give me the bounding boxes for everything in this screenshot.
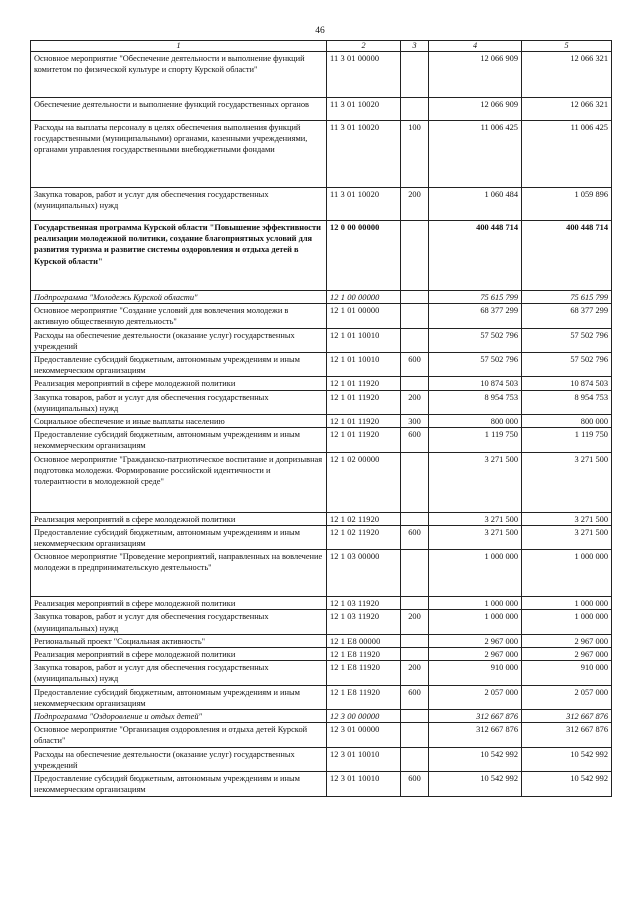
table-row — [31, 710, 612, 723]
row-amount-cell: 68 377 299 — [429, 304, 522, 328]
row-amount-cell: 2 967 000 — [429, 634, 522, 647]
row-amount-cell: 1 000 000 — [429, 610, 522, 634]
row-amount-cell: 1 000 000 — [522, 610, 612, 634]
table-row — [31, 415, 612, 428]
row-amount-cell: 800 000 — [429, 415, 522, 428]
row-name-cell: Закупка товаров, работ и услуг для обеспечения государственных (муниципальных) нужд — [31, 188, 327, 221]
row-name-cell: Региональный проект "Социальная активность" — [31, 634, 327, 647]
row-expense-type-cell — [401, 304, 429, 328]
row-name-cell: Закупка товаров, работ и услуг для обеспечения государственных (муниципальных) нужд — [31, 661, 327, 685]
row-name-cell: Расходы на обеспечение деятельности (оказание услуг) государственных учреждений — [31, 747, 327, 771]
row-amount-cell: 2 057 000 — [522, 685, 612, 709]
row-amount-cell: 1 119 750 — [429, 428, 522, 452]
row-code-cell: 12 1 E8 11920 — [327, 648, 401, 661]
table-row — [31, 390, 612, 414]
row-amount-cell: 3 271 500 — [429, 512, 522, 525]
row-name-cell: Основное мероприятие "Создание условий для вовлечения молодежи в активную общественную деятельность" — [31, 304, 327, 328]
row-amount-cell: 1 000 000 — [522, 550, 612, 597]
row-expense-type-cell — [401, 648, 429, 661]
row-expense-type-cell: 300 — [401, 415, 429, 428]
row-expense-type-cell: 600 — [401, 772, 429, 796]
row-name-cell: Предоставление субсидий бюджетным, автономным учреждениям и иным некоммерческим организациям — [31, 772, 327, 796]
row-name-cell: Подпрограмма "Оздоровление и отдых детей" — [31, 710, 327, 723]
row-amount-cell: 3 271 500 — [522, 452, 612, 512]
row-amount-cell: 3 271 500 — [522, 512, 612, 525]
row-expense-type-cell — [401, 723, 429, 747]
row-amount-cell: 8 954 753 — [429, 390, 522, 414]
table-row — [31, 634, 612, 647]
row-amount-cell: 1 060 484 — [429, 188, 522, 221]
row-expense-type-cell — [401, 710, 429, 723]
row-code-cell: 12 1 03 11920 — [327, 610, 401, 634]
row-code-cell: 12 1 02 11920 — [327, 512, 401, 525]
row-name-cell: Государственная программа Курской области "Повышение эффективности реализации молодежной политики, создание благоприятных условий для развития туризма и развитие системы оздоровления и отдыха детей в Курской области" — [31, 221, 327, 291]
row-code-cell: 12 1 E8 11920 — [327, 685, 401, 709]
row-code-cell: 11 3 01 10020 — [327, 188, 401, 221]
table-row — [31, 610, 612, 634]
table-row — [31, 723, 612, 747]
row-name-cell: Предоставление субсидий бюджетным, автономным учреждениям и иным некоммерческим организациям — [31, 685, 327, 709]
row-amount-cell: 312 667 876 — [522, 710, 612, 723]
row-code-cell: 12 3 01 10010 — [327, 772, 401, 796]
row-code-cell: 12 1 01 00000 — [327, 304, 401, 328]
column-header-1: 1 — [31, 41, 327, 52]
row-expense-type-cell: 200 — [401, 390, 429, 414]
table-row — [31, 747, 612, 771]
row-amount-cell: 400 448 714 — [429, 221, 522, 291]
row-code-cell: 12 1 01 11920 — [327, 428, 401, 452]
budget-table — [30, 40, 612, 797]
row-amount-cell: 10 542 992 — [522, 772, 612, 796]
table-row — [31, 512, 612, 525]
row-expense-type-cell — [401, 377, 429, 390]
row-expense-type-cell — [401, 550, 429, 597]
row-name-cell: Основное мероприятие "Организация оздоровления и отдыха детей Курской области" — [31, 723, 327, 747]
row-expense-type-cell — [401, 597, 429, 610]
row-amount-cell: 2 967 000 — [429, 648, 522, 661]
row-code-cell: 12 1 01 11920 — [327, 390, 401, 414]
row-name-cell: Предоставление субсидий бюджетным, автономным учреждениям и иным некоммерческим организациям — [31, 525, 327, 549]
row-amount-cell: 75 615 799 — [429, 291, 522, 304]
row-amount-cell: 2 057 000 — [429, 685, 522, 709]
table-row — [31, 328, 612, 352]
row-amount-cell: 75 615 799 — [522, 291, 612, 304]
row-amount-cell: 12 066 321 — [522, 52, 612, 98]
row-expense-type-cell: 200 — [401, 661, 429, 685]
row-name-cell: Закупка товаров, работ и услуг для обеспечения государственных (муниципальных) нужд — [31, 390, 327, 414]
row-amount-cell: 10 542 992 — [522, 747, 612, 771]
row-amount-cell: 10 542 992 — [429, 747, 522, 771]
row-amount-cell: 312 667 876 — [429, 723, 522, 747]
table-row — [31, 648, 612, 661]
row-amount-cell: 57 502 796 — [522, 328, 612, 352]
row-code-cell: 12 1 02 11920 — [327, 525, 401, 549]
row-amount-cell: 1 000 000 — [429, 597, 522, 610]
page-number: 46 — [315, 26, 325, 36]
row-amount-cell: 312 667 876 — [522, 723, 612, 747]
row-code-cell: 11 3 01 10020 — [327, 121, 401, 188]
row-name-cell: Основное мероприятие "Обеспечение деятельности и выполнение функций комитетом по физической культуре и спорту Курской области" — [31, 52, 327, 98]
row-expense-type-cell: 600 — [401, 525, 429, 549]
column-header-3: 3 — [401, 41, 429, 52]
row-code-cell: 12 1 02 00000 — [327, 452, 401, 512]
row-code-cell: 12 1 01 10010 — [327, 353, 401, 377]
row-amount-cell: 57 502 796 — [429, 328, 522, 352]
row-expense-type-cell — [401, 452, 429, 512]
table-row — [31, 452, 612, 512]
table-row — [31, 377, 612, 390]
table-row — [31, 685, 612, 709]
row-expense-type-cell — [401, 98, 429, 121]
row-code-cell: 12 1 01 10010 — [327, 328, 401, 352]
row-expense-type-cell — [401, 747, 429, 771]
row-name-cell: Основное мероприятие "Проведение мероприятий, направленных на вовлечение молодежи в предпринимательскую деятельность" — [31, 550, 327, 597]
row-name-cell: Обеспечение деятельности и выполнение функций государственных органов — [31, 98, 327, 121]
row-amount-cell: 12 066 321 — [522, 98, 612, 121]
table-row — [31, 98, 612, 121]
row-expense-type-cell: 200 — [401, 188, 429, 221]
row-name-cell: Реализация мероприятий в сфере молодежной политики — [31, 512, 327, 525]
table-row — [31, 525, 612, 549]
column-number-row — [31, 41, 612, 52]
row-amount-cell: 2 967 000 — [522, 648, 612, 661]
row-name-cell: Реализация мероприятий в сфере молодежной политики — [31, 648, 327, 661]
table-row — [31, 121, 612, 188]
row-expense-type-cell — [401, 634, 429, 647]
row-amount-cell: 8 954 753 — [522, 390, 612, 414]
table-row — [31, 291, 612, 304]
table-row — [31, 772, 612, 796]
row-name-cell: Расходы на выплаты персоналу в целях обеспечения выполнения функций государственными (муниципальными) органами, казенными учреждениями, органами управления государственными внебюджетными фондами — [31, 121, 327, 188]
row-code-cell: 12 1 E8 11920 — [327, 661, 401, 685]
row-code-cell: 12 1 01 11920 — [327, 415, 401, 428]
column-header-4: 4 — [429, 41, 522, 52]
row-name-cell: Предоставление субсидий бюджетным, автономным учреждениям и иным некоммерческим организациям — [31, 428, 327, 452]
row-amount-cell: 10 874 503 — [429, 377, 522, 390]
row-code-cell: 12 1 E8 00000 — [327, 634, 401, 647]
row-amount-cell: 2 967 000 — [522, 634, 612, 647]
row-amount-cell: 68 377 299 — [522, 304, 612, 328]
row-expense-type-cell: 200 — [401, 610, 429, 634]
row-name-cell: Социальное обеспечение и иные выплаты населению — [31, 415, 327, 428]
row-amount-cell: 1 059 896 — [522, 188, 612, 221]
row-expense-type-cell: 600 — [401, 685, 429, 709]
table-row — [31, 353, 612, 377]
table-row — [31, 550, 612, 597]
row-amount-cell: 12 066 909 — [429, 52, 522, 98]
row-name-cell: Основное мероприятие "Гражданско-патриотическое воспитание и допризывная подготовка молодежи. Формирование российской идентичности и толерантности в молодежной среде" — [31, 452, 327, 512]
row-name-cell: Закупка товаров, работ и услуг для обеспечения государственных (муниципальных) нужд — [31, 610, 327, 634]
row-code-cell: 12 1 03 11920 — [327, 597, 401, 610]
table-row — [31, 304, 612, 328]
row-amount-cell: 12 066 909 — [429, 98, 522, 121]
table-row — [31, 661, 612, 685]
row-name-cell: Реализация мероприятий в сфере молодежной политики — [31, 597, 327, 610]
row-amount-cell: 57 502 796 — [522, 353, 612, 377]
row-amount-cell: 10 542 992 — [429, 772, 522, 796]
row-code-cell: 12 1 01 11920 — [327, 377, 401, 390]
row-amount-cell: 800 000 — [522, 415, 612, 428]
row-amount-cell: 11 006 425 — [429, 121, 522, 188]
row-name-cell: Расходы на обеспечение деятельности (оказание услуг) государственных учреждений — [31, 328, 327, 352]
column-header-2: 2 — [327, 41, 401, 52]
row-expense-type-cell — [401, 221, 429, 291]
row-amount-cell: 1 000 000 — [429, 550, 522, 597]
row-name-cell: Предоставление субсидий бюджетным, автономным учреждениям и иным некоммерческим организациям — [31, 353, 327, 377]
row-code-cell: 12 3 01 10010 — [327, 747, 401, 771]
row-amount-cell: 1 000 000 — [522, 597, 612, 610]
row-amount-cell: 400 448 714 — [522, 221, 612, 291]
row-code-cell: 12 1 03 00000 — [327, 550, 401, 597]
table-row — [31, 52, 612, 98]
row-amount-cell: 11 006 425 — [522, 121, 612, 188]
row-amount-cell: 910 000 — [522, 661, 612, 685]
row-expense-type-cell: 100 — [401, 121, 429, 188]
row-amount-cell: 910 000 — [429, 661, 522, 685]
row-name-cell: Подпрограмма "Молодежь Курской области" — [31, 291, 327, 304]
row-amount-cell: 3 271 500 — [429, 452, 522, 512]
table-row — [31, 597, 612, 610]
row-amount-cell: 1 119 750 — [522, 428, 612, 452]
table-row — [31, 428, 612, 452]
row-amount-cell: 57 502 796 — [429, 353, 522, 377]
table-row — [31, 188, 612, 221]
row-code-cell: 11 3 01 10020 — [327, 98, 401, 121]
row-code-cell: 12 1 00 00000 — [327, 291, 401, 304]
row-expense-type-cell — [401, 52, 429, 98]
row-expense-type-cell — [401, 328, 429, 352]
row-expense-type-cell: 600 — [401, 428, 429, 452]
row-name-cell: Реализация мероприятий в сфере молодежной политики — [31, 377, 327, 390]
row-code-cell: 11 3 01 00000 — [327, 52, 401, 98]
row-code-cell: 12 3 00 00000 — [327, 710, 401, 723]
row-expense-type-cell — [401, 291, 429, 304]
row-expense-type-cell — [401, 512, 429, 525]
row-expense-type-cell: 600 — [401, 353, 429, 377]
column-header-5: 5 — [522, 41, 612, 52]
row-code-cell: 12 3 01 00000 — [327, 723, 401, 747]
row-amount-cell: 10 874 503 — [522, 377, 612, 390]
table-row — [31, 221, 612, 291]
row-amount-cell: 3 271 500 — [522, 525, 612, 549]
row-code-cell: 12 0 00 00000 — [327, 221, 401, 291]
row-amount-cell: 3 271 500 — [429, 525, 522, 549]
row-amount-cell: 312 667 876 — [429, 710, 522, 723]
